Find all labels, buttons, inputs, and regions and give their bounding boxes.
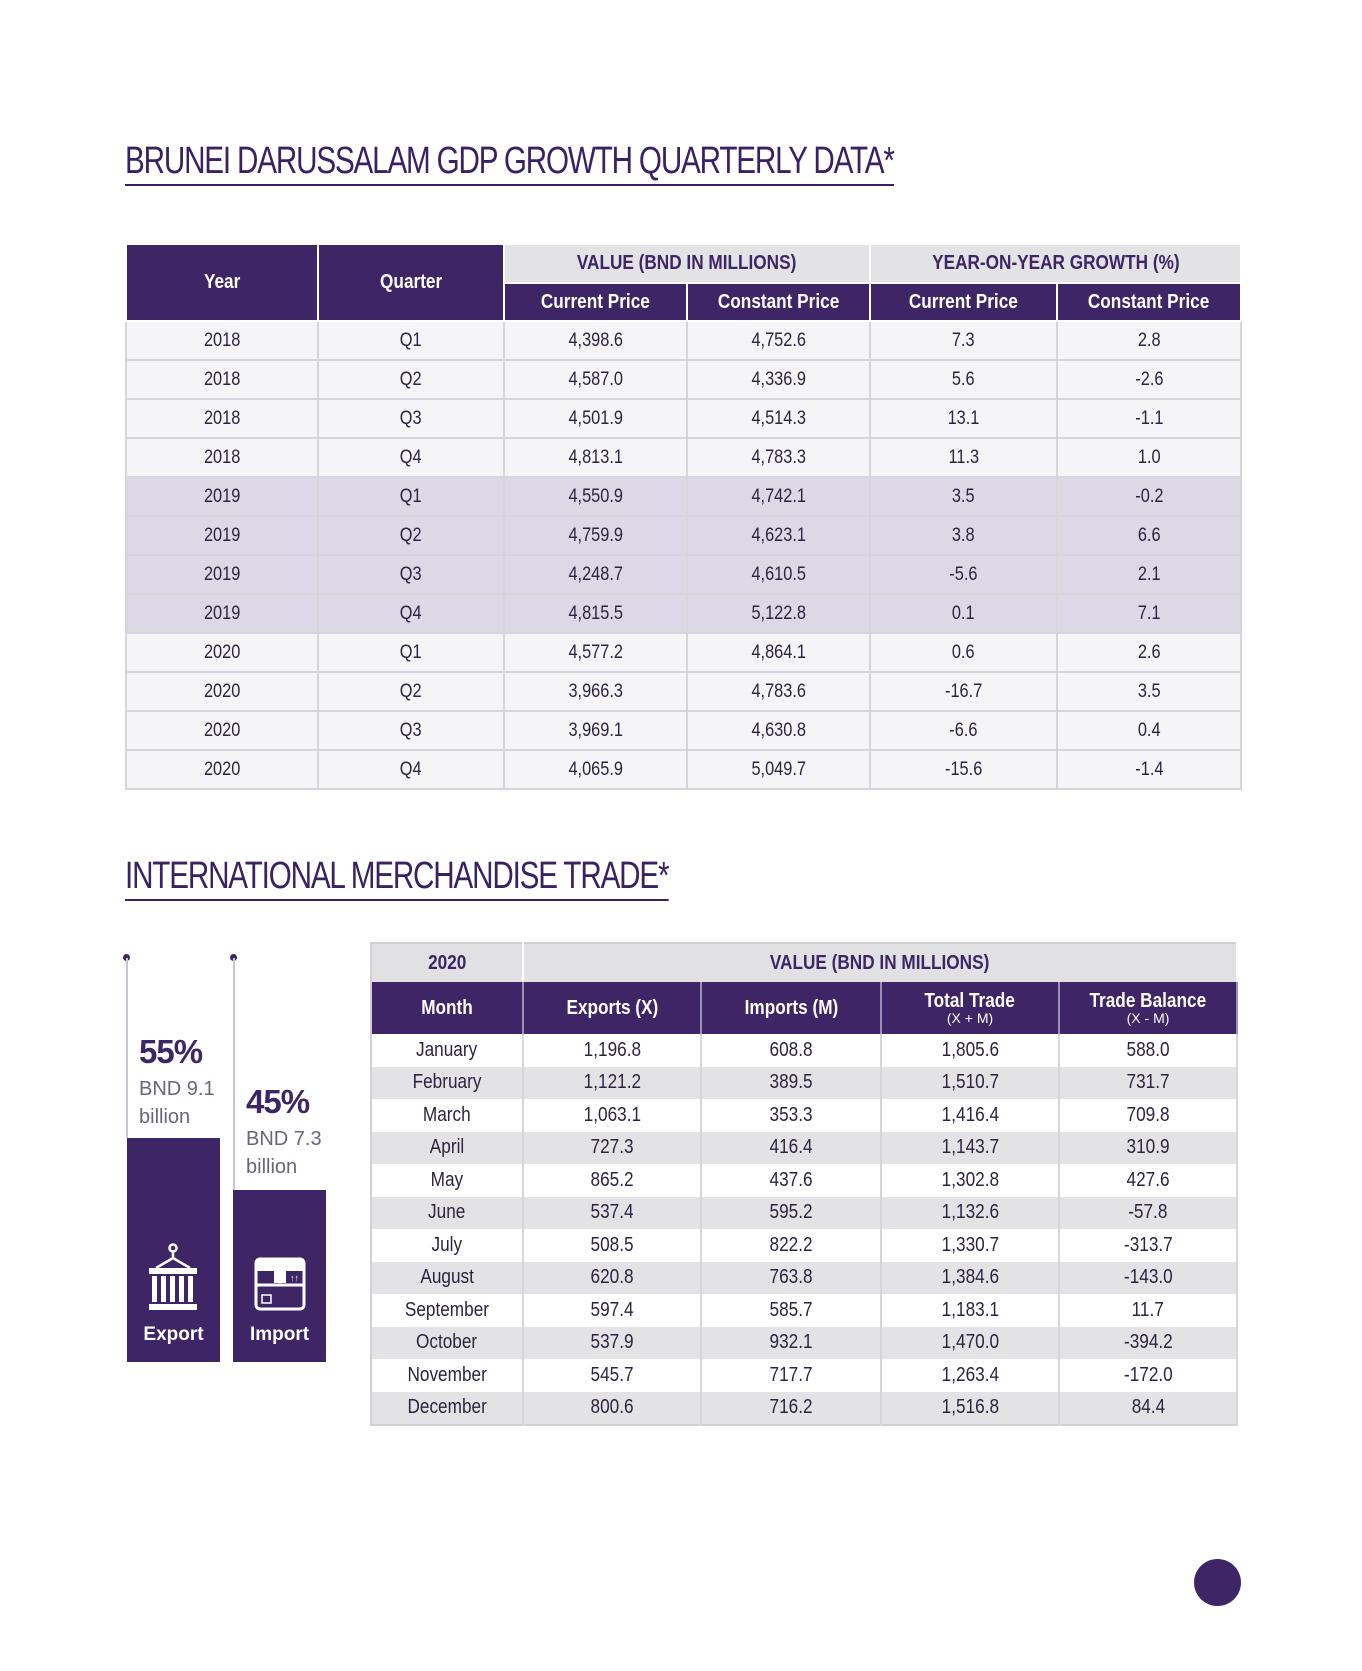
cell-constant-price: 4,514.3 <box>687 399 870 438</box>
cell-growth-constant-price: 0.4 <box>1057 711 1241 750</box>
cell-exports: 1,196.8 <box>523 1034 701 1067</box>
cell-month: January <box>371 1034 523 1067</box>
cell-current-price: 4,065.9 <box>504 750 687 789</box>
cell-year: 2020 <box>126 711 318 750</box>
cell-month: December <box>371 1392 523 1426</box>
cell-growth-current-price: 3.8 <box>870 516 1057 555</box>
cell-total-trade: 1,470.0 <box>881 1327 1059 1360</box>
gdp-table-row <box>126 672 1241 711</box>
cell-trade-balance: 709.8 <box>1059 1099 1237 1132</box>
cell-quarter: Q1 <box>318 477 504 516</box>
gdp-section-title: BRUNEI DARUSSALAM GDP GROWTH QUARTERLY DATA* <box>125 140 894 183</box>
trade-table-row <box>371 1132 1237 1165</box>
cell-growth-current-price: 7.3 <box>870 321 1057 360</box>
cell-quarter: Q2 <box>318 516 504 555</box>
import-guide-line <box>233 958 235 1190</box>
cell-quarter: Q2 <box>318 672 504 711</box>
header-trade-year: 2020 <box>371 943 523 982</box>
gdp-table-row <box>126 555 1241 594</box>
cell-year: 2018 <box>126 399 318 438</box>
cell-year: 2020 <box>126 750 318 789</box>
cell-imports: 608.8 <box>701 1034 881 1067</box>
cell-year: 2020 <box>126 672 318 711</box>
export-amount: BND 9.1 billion <box>139 1078 215 1128</box>
cell-growth-current-price: 5.6 <box>870 360 1057 399</box>
cell-quarter: Q4 <box>318 438 504 477</box>
header-growth-constant-price: Constant Price <box>1057 283 1241 321</box>
gdp-table-body <box>126 321 1241 789</box>
gdp-table-row <box>126 399 1241 438</box>
cell-trade-balance: 731.7 <box>1059 1067 1237 1100</box>
header-growth-current-price: Current Price <box>870 283 1057 321</box>
cell-year: 2019 <box>126 477 318 516</box>
cell-current-price: 4,587.0 <box>504 360 687 399</box>
cell-year: 2019 <box>126 555 318 594</box>
cell-quarter: Q3 <box>318 711 504 750</box>
trade-table-row <box>371 1229 1237 1262</box>
cell-growth-current-price: -15.6 <box>870 750 1057 789</box>
header-exports: Exports (X) <box>523 982 701 1034</box>
cell-month: February <box>371 1067 523 1100</box>
cell-growth-constant-price: -0.2 <box>1057 477 1241 516</box>
cell-growth-current-price: 0.1 <box>870 594 1057 633</box>
trade-table-row <box>371 1099 1237 1132</box>
cell-exports: 800.6 <box>523 1392 701 1426</box>
cell-growth-constant-price: -1.4 <box>1057 750 1241 789</box>
gdp-table-row <box>126 711 1241 750</box>
cell-growth-constant-price: 2.8 <box>1057 321 1241 360</box>
cell-year: 2018 <box>126 321 318 360</box>
header-quarter: Quarter <box>318 244 504 321</box>
cell-growth-constant-price: -1.1 <box>1057 399 1241 438</box>
header-total-trade-sub: (X + M) <box>946 1010 994 1026</box>
cell-imports: 932.1 <box>701 1327 881 1360</box>
header-constant-price: Constant Price <box>687 283 870 321</box>
cell-imports: 763.8 <box>701 1262 881 1295</box>
gdp-table <box>125 243 1242 790</box>
trade-table <box>370 942 1238 1426</box>
cell-current-price: 4,248.7 <box>504 555 687 594</box>
header-trade-balance-sub: (X - M) <box>1126 1010 1170 1026</box>
cell-current-price: 4,815.5 <box>504 594 687 633</box>
header-trade-value-group: VALUE (BND IN MILLIONS) <box>523 943 1237 982</box>
cell-growth-constant-price: 6.6 <box>1057 516 1241 555</box>
cell-current-price: 3,969.1 <box>504 711 687 750</box>
cell-month: June <box>371 1197 523 1230</box>
cell-total-trade: 1,143.7 <box>881 1132 1059 1165</box>
cell-constant-price: 4,630.8 <box>687 711 870 750</box>
cell-growth-constant-price: -2.6 <box>1057 360 1241 399</box>
cell-quarter: Q1 <box>318 633 504 672</box>
gdp-table-row <box>126 477 1241 516</box>
cell-exports: 865.2 <box>523 1164 701 1197</box>
cell-trade-balance: 310.9 <box>1059 1132 1237 1165</box>
cell-imports: 437.6 <box>701 1164 881 1197</box>
cell-constant-price: 5,049.7 <box>687 750 870 789</box>
cell-total-trade: 1,384.6 <box>881 1262 1059 1295</box>
cell-quarter: Q3 <box>318 555 504 594</box>
cell-current-price: 3,966.3 <box>504 672 687 711</box>
cell-year: 2019 <box>126 516 318 555</box>
header-growth-group: YEAR-ON-YEAR GROWTH (%) <box>870 244 1241 283</box>
cell-growth-constant-price: 1.0 <box>1057 438 1241 477</box>
cell-constant-price: 4,783.3 <box>687 438 870 477</box>
export-label: Export <box>143 1324 204 1345</box>
cell-constant-price: 4,336.9 <box>687 360 870 399</box>
trade-table-row <box>371 1327 1237 1360</box>
cell-quarter: Q2 <box>318 360 504 399</box>
gdp-table-row <box>126 633 1241 672</box>
cell-month: July <box>371 1229 523 1262</box>
import-label: Import <box>249 1324 310 1345</box>
trade-section-title: INTERNATIONAL MERCHANDISE TRADE* <box>125 855 668 898</box>
cell-current-price: 4,577.2 <box>504 633 687 672</box>
cell-trade-balance: 588.0 <box>1059 1034 1237 1067</box>
cell-exports: 1,063.1 <box>523 1099 701 1132</box>
cell-trade-balance: -57.8 <box>1059 1197 1237 1230</box>
import-bar <box>233 1190 326 1362</box>
gdp-table-row <box>126 516 1241 555</box>
header-total-trade: Total Trade (X + M) <box>881 982 1059 1034</box>
cell-quarter: Q1 <box>318 321 504 360</box>
export-bar <box>127 1138 220 1362</box>
cell-exports: 727.3 <box>523 1132 701 1165</box>
cell-imports: 585.7 <box>701 1294 881 1327</box>
cell-imports: 822.2 <box>701 1229 881 1262</box>
cell-exports: 1,121.2 <box>523 1067 701 1100</box>
cell-total-trade: 1,510.7 <box>881 1067 1059 1100</box>
header-month: Month <box>371 982 523 1034</box>
header-value-group: VALUE (BND IN MILLIONS) <box>504 244 870 283</box>
page-marker-dot <box>1194 1559 1241 1606</box>
cell-constant-price: 4,742.1 <box>687 477 870 516</box>
cell-trade-balance: 11.7 <box>1059 1294 1237 1327</box>
cell-growth-constant-price: 2.6 <box>1057 633 1241 672</box>
cell-total-trade: 1,330.7 <box>881 1229 1059 1262</box>
cell-total-trade: 1,263.4 <box>881 1359 1059 1392</box>
cell-month: March <box>371 1099 523 1132</box>
cell-imports: 416.4 <box>701 1132 881 1165</box>
cell-trade-balance: -313.7 <box>1059 1229 1237 1262</box>
cell-growth-constant-price: 3.5 <box>1057 672 1241 711</box>
cell-imports: 389.5 <box>701 1067 881 1100</box>
cell-constant-price: 4,864.1 <box>687 633 870 672</box>
cell-exports: 620.8 <box>523 1262 701 1295</box>
cell-total-trade: 1,132.6 <box>881 1197 1059 1230</box>
svg-text:↑↑: ↑↑ <box>290 1273 299 1283</box>
cell-year: 2018 <box>126 360 318 399</box>
cell-exports: 508.5 <box>523 1229 701 1262</box>
header-imports: Imports (M) <box>701 982 881 1034</box>
cell-month: August <box>371 1262 523 1295</box>
cell-constant-price: 4,623.1 <box>687 516 870 555</box>
cell-growth-current-price: -6.6 <box>870 711 1057 750</box>
gdp-table-row <box>126 321 1241 360</box>
cell-growth-current-price: 13.1 <box>870 399 1057 438</box>
cell-current-price: 4,398.6 <box>504 321 687 360</box>
cell-growth-current-price: 11.3 <box>870 438 1057 477</box>
cell-growth-current-price: -16.7 <box>870 672 1057 711</box>
cell-year: 2019 <box>126 594 318 633</box>
cell-exports: 537.9 <box>523 1327 701 1360</box>
cell-exports: 597.4 <box>523 1294 701 1327</box>
cell-month: September <box>371 1294 523 1327</box>
cell-exports: 545.7 <box>523 1359 701 1392</box>
cell-month: May <box>371 1164 523 1197</box>
cell-trade-balance: -143.0 <box>1059 1262 1237 1295</box>
gdp-table-row <box>126 750 1241 789</box>
export-guide-line <box>126 958 128 1138</box>
cell-imports: 717.7 <box>701 1359 881 1392</box>
trade-table-body <box>371 1034 1237 1425</box>
cell-total-trade: 1,416.4 <box>881 1099 1059 1132</box>
cell-growth-constant-price: 2.1 <box>1057 555 1241 594</box>
import-percent: 45% <box>246 1083 310 1120</box>
trade-table-row <box>371 1067 1237 1100</box>
cell-current-price: 4,550.9 <box>504 477 687 516</box>
trade-table-row <box>371 1034 1237 1067</box>
cell-year: 2018 <box>126 438 318 477</box>
cell-imports: 716.2 <box>701 1392 881 1426</box>
gdp-table-row <box>126 360 1241 399</box>
trade-table-row <box>371 1392 1237 1426</box>
cell-growth-current-price: 0.6 <box>870 633 1057 672</box>
cargo-container-icon <box>146 1242 201 1312</box>
cell-growth-current-price: -5.6 <box>870 555 1057 594</box>
cell-total-trade: 1,302.8 <box>881 1164 1059 1197</box>
cell-total-trade: 1,183.1 <box>881 1294 1059 1327</box>
cell-trade-balance: -394.2 <box>1059 1327 1237 1360</box>
cell-trade-balance: 427.6 <box>1059 1164 1237 1197</box>
cell-growth-current-price: 3.5 <box>870 477 1057 516</box>
cell-year: 2020 <box>126 633 318 672</box>
gdp-table-row <box>126 438 1241 477</box>
export-percent: 55% <box>139 1033 203 1070</box>
cell-trade-balance: 84.4 <box>1059 1392 1237 1426</box>
cell-quarter: Q4 <box>318 750 504 789</box>
trade-table-row <box>371 1164 1237 1197</box>
cell-constant-price: 4,752.6 <box>687 321 870 360</box>
cell-total-trade: 1,516.8 <box>881 1392 1059 1426</box>
cell-growth-constant-price: 7.1 <box>1057 594 1241 633</box>
trade-table-row <box>371 1262 1237 1295</box>
import-amount: BND 7.3 billion <box>246 1128 322 1178</box>
box-package-icon <box>254 1257 306 1312</box>
cell-constant-price: 4,783.6 <box>687 672 870 711</box>
cell-current-price: 4,813.1 <box>504 438 687 477</box>
cell-imports: 595.2 <box>701 1197 881 1230</box>
cell-total-trade: 1,805.6 <box>881 1034 1059 1067</box>
header-year: Year <box>126 244 318 321</box>
cell-constant-price: 4,610.5 <box>687 555 870 594</box>
cell-current-price: 4,501.9 <box>504 399 687 438</box>
cell-quarter: Q4 <box>318 594 504 633</box>
cell-quarter: Q3 <box>318 399 504 438</box>
cell-current-price: 4,759.9 <box>504 516 687 555</box>
cell-imports: 353.3 <box>701 1099 881 1132</box>
cell-constant-price: 5,122.8 <box>687 594 870 633</box>
header-current-price: Current Price <box>504 283 687 321</box>
cell-exports: 537.4 <box>523 1197 701 1230</box>
cell-month: October <box>371 1327 523 1360</box>
trade-table-row <box>371 1197 1237 1230</box>
header-trade-balance: Trade Balance (X - M) <box>1059 982 1237 1034</box>
cell-month: April <box>371 1132 523 1165</box>
trade-table-row <box>371 1359 1237 1392</box>
cell-month: November <box>371 1359 523 1392</box>
gdp-table-row <box>126 594 1241 633</box>
trade-table-row <box>371 1294 1237 1327</box>
cell-trade-balance: -172.0 <box>1059 1359 1237 1392</box>
